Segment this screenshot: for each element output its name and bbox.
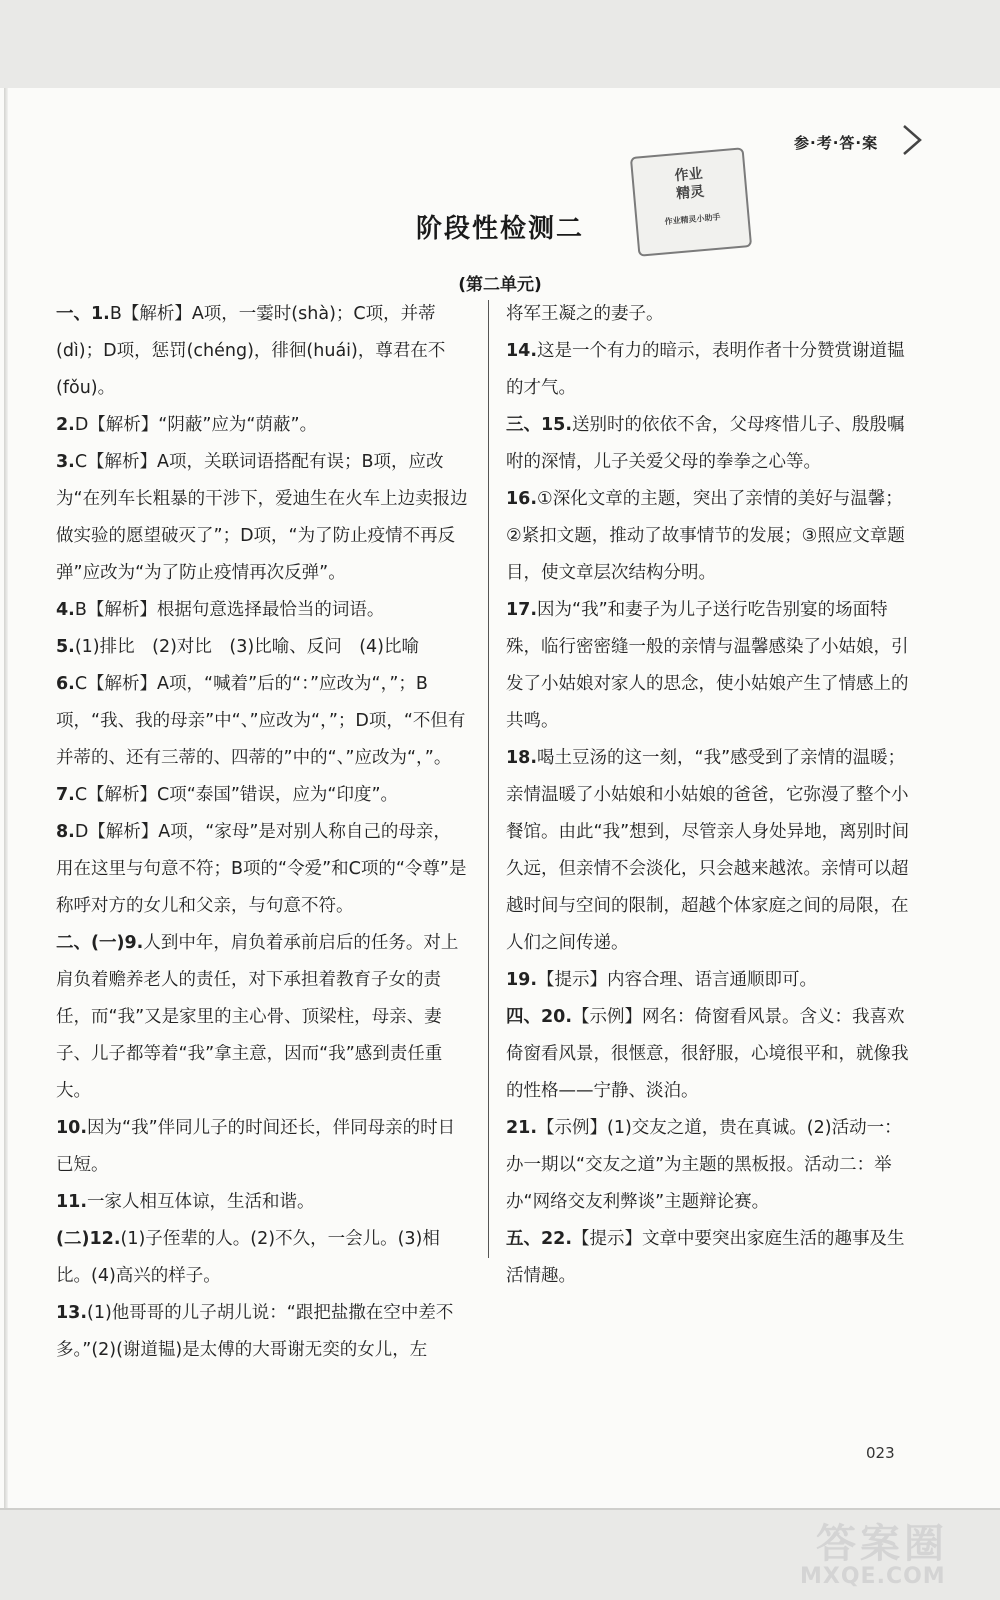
answer-item [56,629,468,666]
answer-number: 10. [56,1118,88,1138]
watermark-url: MXQE.COM [800,1564,946,1589]
answer-item [506,740,918,962]
page-title: 阶段性检测二 [415,214,584,244]
answer-text: 人到中年，肩负着承前启后的任务。对上肩负着赡养老人的责任，对下承担着教育子女的责任，而“我”又是家里的主心骨、顶梁柱，母亲、妻子、儿子都等着“我”拿主意，因而“我”感到责任重大。 [56,933,459,1101]
answer-number: 17. [506,600,538,620]
answer-number: 14. [506,341,538,361]
answer-number: 4. [56,600,75,620]
chevron-right-icon [898,122,934,158]
answer-item [56,814,468,925]
answer-number: 3. [56,452,75,472]
answer-item [56,1184,468,1221]
answer-item [56,592,468,629]
answer-number: 8. [56,822,75,842]
answer-item [506,1110,918,1221]
answer-text: 一家人相互体谅，生活和谐。 [87,1192,315,1212]
answer-item [506,1221,918,1295]
bottom-rule [0,1508,1000,1510]
watermark-logo-text: 答案圈 [816,1521,948,1567]
answer-text: C【解析】C项“泰国”错误，应为“印度”。 [74,785,399,805]
answer-item [506,333,918,407]
answer-number: 18. [506,748,538,768]
answer-text: 因为“我”伴同儿子的时间还长，伴同母亲的时日已短。 [56,1118,456,1175]
answer-number: 19. [506,970,538,990]
answer-item [56,444,468,592]
page-subtitle: (第二单元) [458,275,542,295]
answer-text: 【示例】网名：倚窗看风景。含义：我喜欢倚窗看风景，很惬意，很舒服，心境很平和，就像我的性格——宁静、淡泊。 [506,1007,909,1101]
page-number: 023 [866,1444,895,1462]
answer-text: C【解析】A项，关联词语搭配有误；B项，应改为“在列车长粗暴的干涉下，爱迪生在火车上边卖报边做实验的愿望破灭了”；D项，“为了防止疫情不再反弹”应改为“为了防止疫情再次反弹”。 [56,452,468,583]
answer-number: 16. [506,489,538,509]
answer-number: 二、(一)9. [56,933,144,953]
answer-text: 喝土豆汤的这一刻，“我”感受到了亲情的温暖；亲情温暖了小姑娘和小姑娘的爸爸，它弥漫了整个小餐馆。由此“我”想到，尽管亲人身处异地，离别时间久远，但亲情不会淡化，只会越来越浓。亲情可以超越时间与空间的限制，超越个体家庭之间的局限，在人们之间传递。 [506,748,910,953]
header-label: 参·考·答·案 [794,134,879,152]
answer-number: 一、1. [56,304,110,324]
answer-number: 6. [56,674,75,694]
answer-item [506,592,918,740]
answer-text: 【示例】(1)交友之道，贵在真诚。(2)活动一：办一期以“交友之道”为主题的黑板报。活动二：举办“网络交友利弊谈”主题辩论赛。 [506,1118,902,1212]
stamp-line2: 精灵 [675,183,705,203]
answer-text: 这是一个有力的暗示，表明作者十分赞赏谢道韫的才气。 [506,341,905,398]
answer-number: 五、22. [506,1229,573,1249]
page-spine [4,88,8,1508]
answer-text: 将军王凝之的妻子。 [506,304,664,324]
answer-text: 【提示】内容合理、语言通顺即可。 [537,970,818,990]
answer-item [56,666,468,777]
answer-text: (1)他哥哥的儿子胡儿说：“跟把盐撒在空中差不多。”(2)(谢道韫)是太傅的大哥谢无奕的女儿，左 [56,1303,454,1360]
answer-item [56,296,468,407]
answer-item [506,481,918,592]
answer-item [506,296,918,333]
answer-text: C【解析】A项，“喊着”后的“：”应改为“，”；B项，“我、我的母亲”中“、”应改为“，”；D项，“不但有并蒂的、还有三蒂的、四蒂的”中的“、”应改为“，”。 [56,674,466,768]
answer-text: (1)排比 (2)对比 (3)比喻、反问 (4)比喻 [74,637,419,657]
right-column [506,296,918,1295]
answer-number: 11. [56,1192,88,1212]
answer-number: 四、20. [506,1007,573,1027]
answer-number: 2. [56,415,75,435]
answer-number: (二)12. [56,1229,121,1249]
answer-text: 因为“我”和妻子为儿子送行吃告别宴的场面特殊，临行密密缝一般的亲情与温馨感染了小姑娘，引发了小姑娘对家人的思念，使小姑娘产生了情感上的共鸣。 [506,600,909,731]
answer-text: 【提示】文章中要突出家庭生活的趣事及生活情趣。 [506,1229,905,1286]
answer-text: D【解析】A项，“家母”是对别人称自己的母亲，用在这里与句意不符；B项的“令爱”和C项的“令尊”是称呼对方的女儿和父亲，与句意不符。 [56,822,467,916]
answer-text: B【解析】A项，一霎时(shà)；C项，并蒂(dì)；D项，惩罚(chéng)，徘徊(huái)，尊君在不(fǒu)。 [56,304,446,398]
answer-item [56,925,468,1110]
answer-number: 7. [56,785,75,805]
answer-text: 送别时的依依不舍，父母疼惜儿子、殷殷嘱咐的深情，儿子关爱父母的拳拳之心等。 [506,415,905,472]
answer-item [56,407,468,444]
answer-item [506,999,918,1110]
answer-text: ①深化文章的主题，突出了亲情的美好与温馨；②紧扣文题，推动了故事情节的发展；③照应文章题目，使文章层次结构分明。 [506,489,905,583]
answer-item [56,1295,468,1369]
answer-text: B【解析】根据句意选择最恰当的词语。 [74,600,385,620]
answer-number: 13. [56,1303,88,1323]
answer-item [56,1110,468,1184]
answer-item [506,962,918,999]
answer-item [56,1221,468,1295]
answer-number: 21. [506,1118,538,1138]
answer-number: 三、15. [506,415,573,435]
answer-text: (1)子侄辈的人。(2)不久，一会儿。(3)相比。(4)高兴的样子。 [56,1229,440,1286]
answer-text: D【解析】“阴蔽”应为“荫蔽”。 [74,415,318,435]
answer-item [56,777,468,814]
column-divider [488,300,489,1258]
stamp-line1: 作业 [674,165,704,185]
answer-item [506,407,918,481]
left-column [56,296,468,1369]
answer-number: 5. [56,637,75,657]
stamp-line3: 作业精灵小助手 [664,212,721,227]
